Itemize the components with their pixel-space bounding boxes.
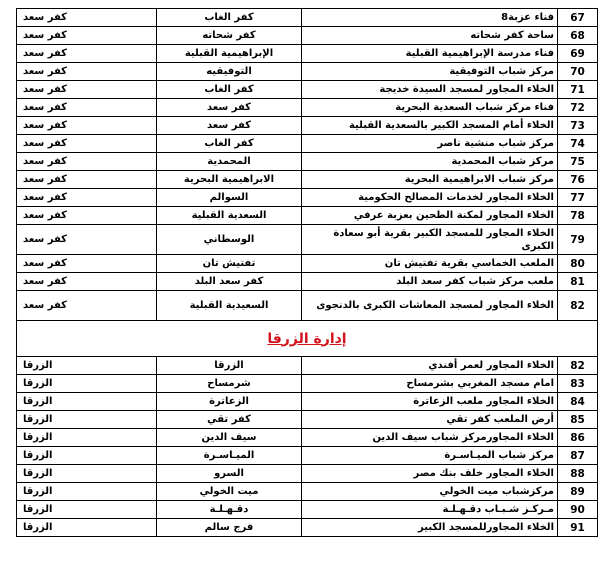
section-header-row [17,321,598,357]
district-cell: الزرقا [17,393,157,411]
row-number-cell: 78 [558,207,598,225]
village-cell: كفر سعد البلد [157,273,302,291]
village-cell: المحمدية [157,153,302,171]
location-cell: الخلاء أمام المسجد الكبير بالسعدية القبلية [302,117,558,135]
district-cell: كفر سعد [17,291,157,321]
row-number-cell: 80 [558,255,598,273]
district-cell: كفر سعد [17,153,157,171]
table-row [17,273,598,291]
table-row [17,357,598,375]
table-row [17,27,598,45]
location-cell: مركز شباب المحمدية [302,153,558,171]
location-cell: الخلاء المجاور لخدمات المصالح الحكومية [302,189,558,207]
table-row [17,117,598,135]
location-cell: مركزشباب ميت الخولي [302,483,558,501]
row-number-cell: 73 [558,117,598,135]
row-number-cell: 70 [558,63,598,81]
village-cell: كفر الغاب [157,135,302,153]
table-row [17,483,598,501]
table-row [17,9,598,27]
district-cell: كفر سعد [17,117,157,135]
table-row [17,519,598,537]
district-cell: الزرقا [17,465,157,483]
village-cell: كفر الغاب [157,9,302,27]
district-cell: كفر سعد [17,207,157,225]
location-cell: مركز شباب الابراهيمية البحرية [302,171,558,189]
row-number-cell: 91 [558,519,598,537]
row-number-cell: 83 [558,375,598,393]
village-cell: سيف الدين [157,429,302,447]
village-cell: الميـاسـرة [157,447,302,465]
village-cell: كفر سعد [157,117,302,135]
district-cell: كفر سعد [17,225,157,255]
village-cell: فرج سالم [157,519,302,537]
village-cell: كفر تقي [157,411,302,429]
district-cell: كفر سعد [17,273,157,291]
table-row [17,189,598,207]
location-cell: فناء مركز شباب السعدية البحرية [302,99,558,117]
district-cell: الزرقا [17,429,157,447]
row-number-cell: 68 [558,27,598,45]
table-row [17,411,598,429]
table-row [17,153,598,171]
row-number-cell: 76 [558,171,598,189]
village-cell: السوالم [157,189,302,207]
table-row [17,81,598,99]
location-cell: الخلاء المجاور للمسجد الكبير بقرية أبو سعادة الكبرى [302,225,558,255]
document-page [16,8,597,537]
district-cell: الزرقا [17,483,157,501]
location-cell: الخلاء المجاور خلف بنك مصر [302,465,558,483]
row-number-cell: 69 [558,45,598,63]
district-cell: الزرقا [17,519,157,537]
village-cell: كفر شحاته [157,27,302,45]
row-number-cell: 84 [558,393,598,411]
row-number-cell: 81 [558,273,598,291]
district-cell: كفر سعد [17,135,157,153]
table-row [17,501,598,519]
row-number-cell: 82 [558,291,598,321]
village-cell: التوفيقيه [157,63,302,81]
district-cell: كفر سعد [17,9,157,27]
row-number-cell: 77 [558,189,598,207]
location-cell: الخلاء المجاور لمكنة الطحين بعزبة عرفي [302,207,558,225]
table-row [17,99,598,117]
village-cell: الزعاترة [157,393,302,411]
table-row [17,447,598,465]
location-cell: فناء مدرسة الإبراهيمية القبلية [302,45,558,63]
village-cell: دقـهـلـة [157,501,302,519]
table-row [17,45,598,63]
row-number-cell: 88 [558,465,598,483]
village-cell: السعيدية القبلية [157,291,302,321]
village-cell: السرو [157,465,302,483]
table-row [17,135,598,153]
distribution-table [16,8,598,537]
location-cell: مركز شباب الميـاسـرة [302,447,558,465]
table-row [17,375,598,393]
table-row [17,63,598,81]
row-number-cell: 79 [558,225,598,255]
row-number-cell: 74 [558,135,598,153]
row-number-cell: 85 [558,411,598,429]
table-row [17,225,598,255]
location-cell: فناء عزبة8 [302,9,558,27]
location-cell: الخلاء المجاورمركز شباب سيف الدين [302,429,558,447]
village-cell: تفتيش تان [157,255,302,273]
village-cell: كفر الغاب [157,81,302,99]
district-cell: الزرقا [17,501,157,519]
table-row [17,171,598,189]
district-cell: الزرقا [17,447,157,465]
location-cell: مـركـز شـبـاب دقـهـلـة [302,501,558,519]
district-cell: الزرقا [17,357,157,375]
location-cell: ساحة كفر شحاته [302,27,558,45]
village-cell: الابراهيمية البحرية [157,171,302,189]
location-cell: الخلاء المجاور ملعب الزعاترة [302,393,558,411]
row-number-cell: 87 [558,447,598,465]
location-cell: الخلاء المجاور لمسجد المعاشات الكبرى بالدنجوى [302,291,558,321]
row-number-cell: 86 [558,429,598,447]
village-cell: الزرقا [157,357,302,375]
village-cell: شرمساح [157,375,302,393]
row-number-cell: 75 [558,153,598,171]
table-row [17,429,598,447]
location-cell: أرض الملعب كفر تقي [302,411,558,429]
village-cell: الإبراهيمية القبلية [157,45,302,63]
district-cell: كفر سعد [17,27,157,45]
district-cell: كفر سعد [17,99,157,117]
location-cell: مركز شباب منشية ناصر [302,135,558,153]
district-cell: كفر سعد [17,171,157,189]
table-row [17,393,598,411]
village-cell: السعدية القبلية [157,207,302,225]
row-number-cell: 72 [558,99,598,117]
row-number-cell: 71 [558,81,598,99]
location-cell: الخلاء المجاورللمسجد الكبير [302,519,558,537]
location-cell: امام مسجد المغربي بشرمساح [302,375,558,393]
section-title: إدارة الزرقا [17,321,598,357]
village-cell: ميت الخولي [157,483,302,501]
table-row [17,291,598,321]
district-cell: كفر سعد [17,255,157,273]
district-cell: كفر سعد [17,63,157,81]
location-cell: الملعب الخماسي بقرية تفتيش تان [302,255,558,273]
row-number-cell: 82 [558,357,598,375]
district-cell: كفر سعد [17,81,157,99]
row-number-cell: 90 [558,501,598,519]
location-cell: الخلاء المجاور لعمر أفندي [302,357,558,375]
table-row [17,207,598,225]
location-cell: ملعب مركز شباب كفر سعد البلد [302,273,558,291]
district-cell: الزرقا [17,375,157,393]
district-cell: كفر سعد [17,189,157,207]
row-number-cell: 67 [558,9,598,27]
table-row [17,465,598,483]
district-cell: الزرقا [17,411,157,429]
village-cell: الوسطاني [157,225,302,255]
location-cell: مركز شباب التوفيقية [302,63,558,81]
village-cell: كفر سعد [157,99,302,117]
table-row [17,255,598,273]
row-number-cell: 89 [558,483,598,501]
district-cell: كفر سعد [17,45,157,63]
location-cell: الخلاء المجاور لمسجد السيدة خديجة [302,81,558,99]
